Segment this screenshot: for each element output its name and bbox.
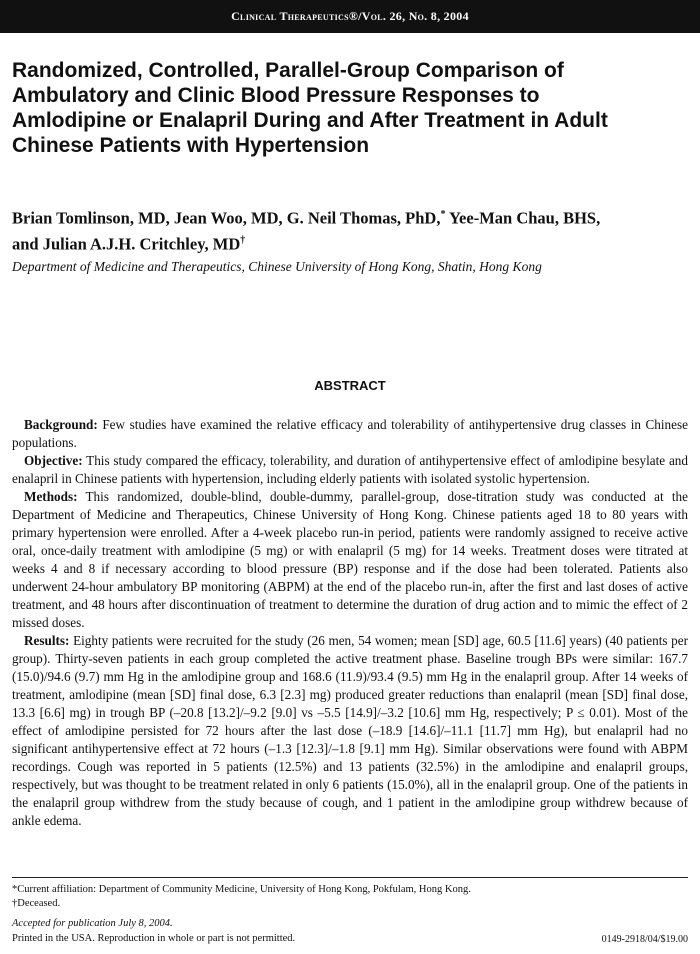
abstract-objective (12, 452, 688, 488)
background-label: Background: (24, 417, 98, 432)
results-label: Results: (24, 633, 70, 648)
footnotes (12, 883, 688, 911)
author-footnote-mark-1: * (440, 209, 446, 220)
abstract-results (12, 632, 688, 830)
issn-code: 0149-2918/04/$19.00 (601, 934, 688, 945)
abstract-methods (12, 488, 688, 632)
background-text: Few studies have examined the relative efficacy and tolerability of antihypertensive drug classes in Chinese populations. (12, 417, 688, 450)
authors-line1b: Yee-Man Chau, BHS, (445, 208, 601, 228)
footnote-deceased: †Deceased. (12, 898, 61, 909)
objective-label: Objective: (24, 453, 83, 468)
accepted-date: Accepted for publication July 8, 2004. (12, 918, 173, 929)
abstract-body (12, 416, 688, 830)
abstract-background (12, 416, 688, 452)
footnote-divider (12, 877, 688, 878)
authors-line1a: Brian Tomlinson, MD, Jean Woo, MD, G. Neil Thomas, PhD, (12, 208, 441, 228)
journal-header (0, 0, 700, 33)
footnote-affiliation: *Current affiliation: Department of Community Medicine, University of Hong Kong, Pokfulam, Hong Kong. (12, 884, 471, 895)
printed-notice: Printed in the USA. Reproduction in whole or part is not permitted. (12, 933, 296, 944)
article-title: Randomized, Controlled, Parallel-Group Comparison of Ambulatory and Clinic Blood Pressure Responses to Amlodipine or Enalapril During and After Treatment in Adult Chinese Patients with Hypertension (12, 59, 608, 157)
objective-text: This study compared the efficacy, tolerability, and duration of antihypertensive effect of amlodipine besylate and enalapril in Chinese patients with hypertension, including elderly patients with isolated systolic hypertension. (12, 453, 688, 486)
journal-citation: Clinical Therapeutics®/Vol. 26, No. 8, 2004 (231, 9, 469, 23)
methods-label: Methods: (24, 489, 78, 504)
methods-text: This randomized, double-blind, double-dummy, parallel-group, dose-titration study was conducted at the Department of Medicine and Therapeutics, Chinese University of Hong Kong. Chinese patients aged 18 to 80 years with primary hypertension were enrolled. After a 4-week placebo run-in period, patients were randomly assigned to receive active oral, once-daily treatment with amlodipine (5 mg) or with enalapril (5 mg) for 14 weeks. Treatment doses were titrated at weeks 4 and 8 if necessary according to blood pressure (BP) response and if the dose had been tolerated. Patients also underwent 24-hour ambulatory BP monitoring (ABPM) at the end of the placebo run-in, after the first and last doses of active treatment, and 48 hours after discontinuation of treatment to determine the duration of drug action and to mimic the effect of 2 missed doses. (12, 489, 688, 630)
author-list (12, 204, 682, 255)
abstract-heading: ABSTRACT (314, 378, 386, 393)
affiliation: Department of Medicine and Therapeutics, Chinese University of Hong Kong, Shatin, Hong Kong (12, 259, 542, 274)
authors-line2: and Julian A.J.H. Critchley, MD (12, 234, 241, 253)
results-text: Eighty patients were recruited for the study (26 men, 54 women; mean [SD] age, 60.5 [11.6] years) (40 patients per group). Thirty-seven patients in each group completed the active treatment phase. Baseline trough BPs were similar: 167.7 (15.0)/94.6 (9.7) mm Hg in the amlodipine group and 168.6 (11.9)/93.4 (9.5) mm Hg in the enalapril group. After 14 weeks of treatment, amlodipine (mean [SD] final dose, 6.3 [2.3] mg) produced greater reductions than enalapril (mean [SD] final dose, 13.3 [6.6] mg) in trough BP (–20.8 [13.2]/–9.2 [9.0] vs –5.5 [14.9]/–3.2 [10.6] mm Hg, respectively; P ≤ 0.01). Most of the effect of amlodipine persisted for 72 hours after the last dose (–18.9 [14.6]/–11.1 [11.7] mm Hg), but enalapril had no significant antihypertensive effect at 72 hours (–1.3 [12.3]/–1.8 [9.1] mm Hg). Similar observations were found with ABPM recordings. Cough was reported in 5 patients (12.5%) and 13 patients (32.5%) in the amlodipine and enalapril groups, respectively, but was thought to be treatment related in only 6 patients (15.0%), all in the enalapril group. One of the patients in the enalapril group withdrew from the study because of cough, and 1 patient in the amlodipine group withdrew because of ankle edema. (12, 633, 688, 828)
author-footnote-mark-2: † (240, 234, 246, 246)
